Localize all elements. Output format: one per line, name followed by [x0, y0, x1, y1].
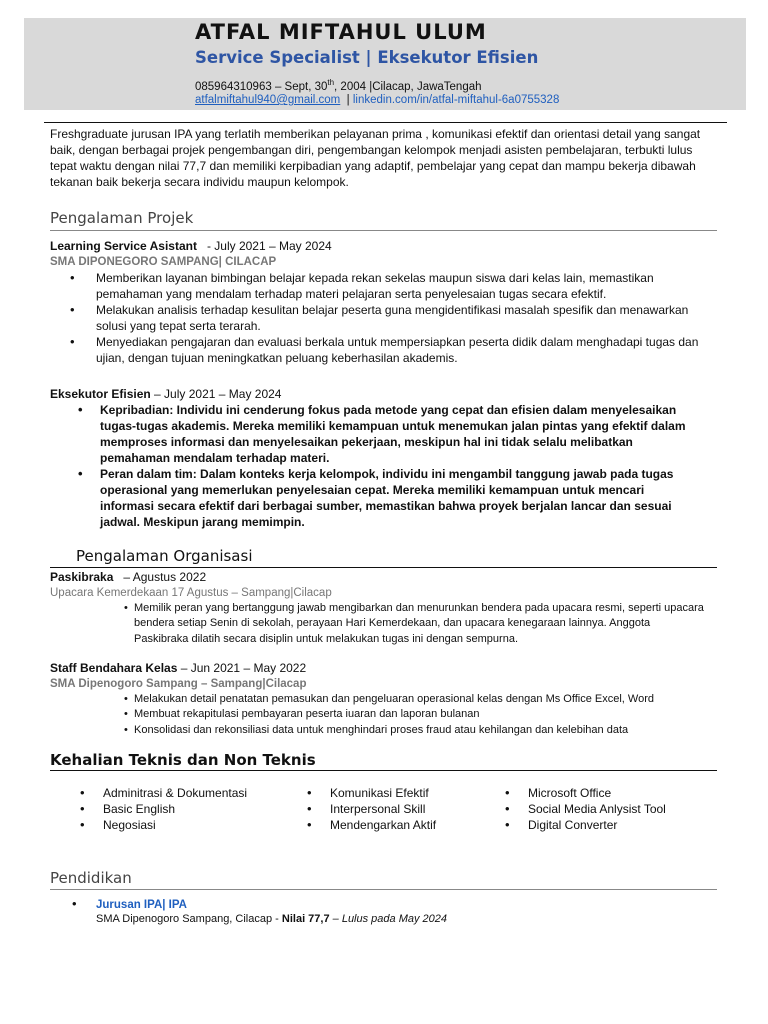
contact-phone-date: 085964310963 – Sept, 30	[195, 80, 328, 93]
contact-location: , 2004 |Cilacap, JawaTengah	[334, 80, 482, 93]
links-line	[195, 94, 559, 106]
skills-column-3	[505, 785, 666, 833]
section-title-keahlian: Kehalian Teknis dan Non Teknis	[50, 751, 316, 769]
list-item: • Kepribadian: Individu ini cenderung fokus pada metode yang cepat dan efisien dalam menyelesaikan tugas-tugas akademis. Mereka memiliki kemampuan untuk menemukan jalan pintas yang efektif dalam memproses informasi dan menyelesaikan pekerjaan, meskipun hal ini tidak selalu melibatkan pemahaman mendalam terhadap materi.	[76, 402, 696, 466]
org1-heading	[50, 569, 206, 585]
list-item: • Peran dalam tim: Dalam konteks kerja kelompok, individu ini mengambil tanggung jawab pada tugas operasional yang memerlukan penyelesaian cepat. Mereka memiliki kemampuan untuk mencari informasi secara efektif dari berbagai sumber, memastikan bahwa proyek berjalan lancar dan sesuai jadwal. Meskipun jarang memimpin.	[76, 466, 696, 530]
org2-period: – Jun 2021 – May 2022	[177, 661, 307, 675]
skills-column-1	[80, 785, 247, 833]
list-item: • Membuat rekapitulasi pembayaran peserta iuaran dan laporan bulanan	[124, 707, 714, 722]
education-grade: Nilai 77,7	[281, 913, 330, 925]
job2-title: Eksekutor Efisien	[50, 387, 151, 401]
list-item: • Adminitrasi & Dokumentasi	[80, 785, 247, 801]
section-rule-keahlian	[50, 770, 717, 771]
education-detail	[96, 911, 447, 927]
list-item: • Microsoft Office	[505, 785, 666, 801]
section-rule-organisasi	[50, 567, 717, 568]
section-title-projek: Pengalaman Projek	[50, 209, 194, 227]
date-suffix: th	[327, 78, 335, 87]
list-item: • Social Media Anlysist Tool	[505, 801, 666, 817]
org2-bullets	[124, 692, 714, 738]
list-item: • Mendengarkan Aktif	[307, 817, 436, 833]
org1-bullets	[124, 601, 706, 647]
job1-bullets	[72, 270, 708, 366]
org2-heading	[50, 660, 306, 676]
skills-column-2	[307, 785, 436, 833]
list-item: • Digital Converter	[505, 817, 666, 833]
section-rule-pendidikan	[50, 889, 717, 890]
section-title-organisasi: Pengalaman Organisasi	[76, 547, 253, 565]
email-link[interactable]: atfalmiftahul940@gmail.com	[195, 94, 341, 106]
list-item: • Melakukan analisis terhadap kesulitan belajar peserta guna mengidentifikasi masalah spesifik dan menawarkan solusi yang tepat serta terarah.	[72, 302, 708, 334]
header-divider	[44, 122, 727, 123]
bullet-icon: •	[72, 896, 77, 911]
linkedin-link[interactable]: linkedin.com/in/atfal-miftahul-6a0755328	[352, 94, 560, 106]
list-item: • Melakukan detail penatatan pemasukan dan pengeluaran operasional kelas dengan Ms Office Excel, Word	[124, 692, 714, 707]
link-separator: |	[340, 94, 353, 106]
org2-org: SMA Dipenogoro Sampang – Sampang|Cilacap	[50, 678, 307, 690]
list-item: • Menyediakan pengajaran dan evaluasi berkala untuk mempersiapkan peserta didik dalam menghadapi tugas dan ujian, dengan tujuan meningkatkan peluang keberhasilan akademis.	[72, 334, 708, 366]
list-item: • Interpersonal Skill	[307, 801, 436, 817]
job2-bullets	[76, 402, 696, 530]
list-item: • Konsolidasi dan rekonsiliasi data untuk menghindari proses fraud atau kehilangan dan kelebihan data	[124, 723, 714, 738]
summary-paragraph: Freshgraduate jurusan IPA yang terlatih memberikan pelayanan prima , komunikasi efektif dan orientasi detail yang sangat baik, dengan berbagai projek pengembangan diri, pengembangan kelompok menjadi asisten pembelajaran, terbukti lulus tepat waktu dengan nilai 77,7 dan memiliki kerpibadian yang adaptif, pembelajar yang cepat dan mampu bekerja dibawah tekanan baik bekerja secara individu maupun kelompok.	[50, 127, 701, 189]
education-degree: Jurusan IPA| IPA	[96, 899, 187, 911]
org1-org: Upacara Kemerdekaan 17 Agustus – Sampang|Cilacap	[50, 587, 332, 599]
contact-line	[195, 78, 482, 93]
job2-period: – July 2021 – May 2024	[150, 387, 282, 401]
list-item: • Memilik peran yang bertanggung jawab mengibarkan dan menurunkan bendera pada upacara resmi, seperti upacara bendera setiap Senin di sekolah, perayaan Hari Kemerdekaan, dan upacara kenegaraan lainnya. Anggota Paskibraka dilatih secara disiplin untuk melakukan tugas ini dengan sempurna.	[124, 601, 706, 647]
candidate-name: ATFAL MIFTAHUL ULUM	[195, 20, 487, 44]
org1-period: – Agustus 2022	[113, 570, 207, 584]
candidate-role: Service Specialist | Eksekutor Efisien	[195, 48, 539, 67]
job1-period: - July 2021 – May 2024	[196, 239, 332, 253]
org2-title: Staff Bendahara Kelas	[50, 661, 178, 675]
job1-title: Learning Service Asistant	[50, 239, 197, 253]
list-item: • Komunikasi Efektif	[307, 785, 436, 801]
education-graduation: – Lulus pada May 2024	[329, 913, 448, 925]
list-item: • Basic English	[80, 801, 247, 817]
list-item: • Memberikan layanan bimbingan belajar kepada rekan sekelas maupun siswa dari kelas lain, memastikan pemahaman yang mendalam terhadap materi pelajaran serta penyelesaian tugas secara efektif.	[72, 270, 708, 302]
job2-heading	[50, 386, 281, 402]
org1-title: Paskibraka	[50, 570, 114, 584]
section-rule-projek	[50, 230, 717, 231]
list-item: • Negosiasi	[80, 817, 247, 833]
section-title-pendidikan: Pendidikan	[50, 869, 132, 887]
job1-heading	[50, 238, 332, 254]
job1-org: SMA DIPONEGORO SAMPANG| CILACAP	[50, 256, 277, 268]
education-school: SMA Dipenogoro Sampang, Cilacap -	[96, 913, 282, 925]
